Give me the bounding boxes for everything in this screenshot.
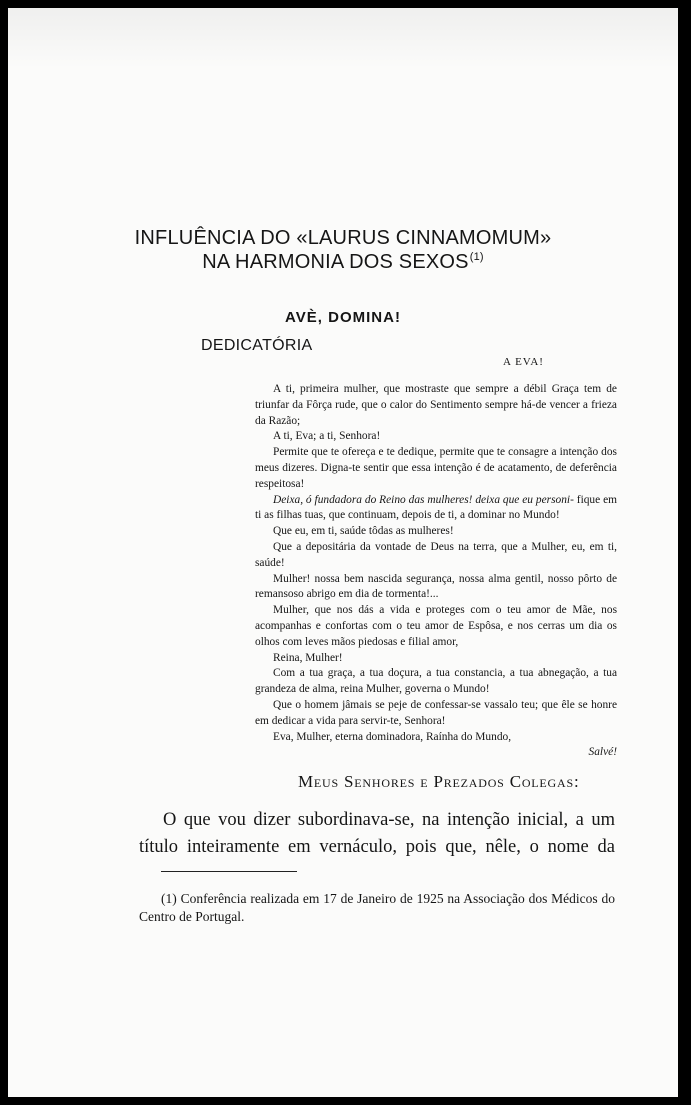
dedication-text <box>255 382 617 761</box>
scan-shading <box>8 8 678 68</box>
dedication-paragraph: A ti, primeira mulher, que mostraste que sempre a débil Graça tem de triunfar da Fôrça rude, que o calor do Sentimento sempre há-de vencer a frieza da Razão; <box>255 383 617 427</box>
body-paragraph-text: O que vou dizer subordinava-se, na intenção inicial, a um título inteiramente em vernáculo, pois que, nêle, o nome da <box>139 810 615 857</box>
addressee: A EVA! <box>503 356 544 368</box>
dedication-italic-rest: fique em ti as filhas tuas, que continuam, depois de ti, a dominar no Mundo! <box>255 493 617 522</box>
dedication-paragraph: Permite que te ofereça e te dedique, permite que te consagre a intenção dos meus dizeres. Digna-te sentir que essa intenção é de acatamento, de deferência respeitosa! <box>255 446 617 490</box>
footnote-text: (1) Conferência realizada em 17 de Janeiro de 1925 na Associação dos Médicos do Centro de Portugal. <box>139 891 615 924</box>
dedication-paragraph: Que o homem jâmais se peje de confessar-se vassalo teu; que êle se honre em dedicar a vida para servir-te, Senhora! <box>255 698 617 727</box>
dedication-paragraph: Reina, Mulher! <box>273 651 343 664</box>
document-page <box>8 8 678 1097</box>
dedication-paragraph: Que eu, em ti, saúde tôdas as mulheres! <box>273 525 454 538</box>
dedication-closing: Salvé! <box>588 746 617 759</box>
dedication-paragraph: Com a tua graça, a tua doçura, a tua constancia, a tua abnegação, a tua grandeza de alma, reina Mulher, governa o Mundo! <box>255 667 617 696</box>
body-paragraph <box>139 807 615 861</box>
title-line-2 <box>8 251 678 274</box>
dedicatoria-label: DEDICATÓRIA <box>201 337 313 354</box>
dedication-paragraph-italic <box>255 493 617 525</box>
dedication-paragraph: Eva, Mulher, eterna dominadora, Raínha do Mundo, <box>273 730 512 743</box>
dedication-paragraph: A ti, Eva; a ti, Senhora! <box>273 430 381 443</box>
footnote-rule <box>161 871 297 872</box>
dedication-paragraph: Mulher, que nos dás a vida e proteges com o teu amor de Mãe, nos acompanhas e confortas com o teu amor de Espôsa, e nos cerras um dia os olhos com leves mãos piedosas e filial amor, <box>255 604 617 648</box>
footnote <box>139 890 615 926</box>
salutation: Meus Senhores e Prezados Colegas: <box>298 772 580 791</box>
title-line-2-text: NA HARMONIA DOS SEXOS <box>202 251 469 273</box>
dedication-paragraph: Que a depositária da vontade de Deus na terra, que a Mulher, eu, em ti, saúde! <box>255 540 617 569</box>
footnote-reference: (1) <box>469 251 484 264</box>
dedication-italic-span: Deixa, ó fundadora do Reino das mulheres! deixa que eu personi- <box>273 493 574 506</box>
dedication-paragraph: Mulher! nossa bem nascida segurança, nossa alma gentil, nosso pôrto de remansoso abrigo em dia de tormenta!... <box>255 572 617 601</box>
title-line-1: INFLUÊNCIA DO «LAURUS CINNAMOMUM» <box>134 227 552 249</box>
section-heading: AVÈ, DOMINA! <box>285 309 401 326</box>
